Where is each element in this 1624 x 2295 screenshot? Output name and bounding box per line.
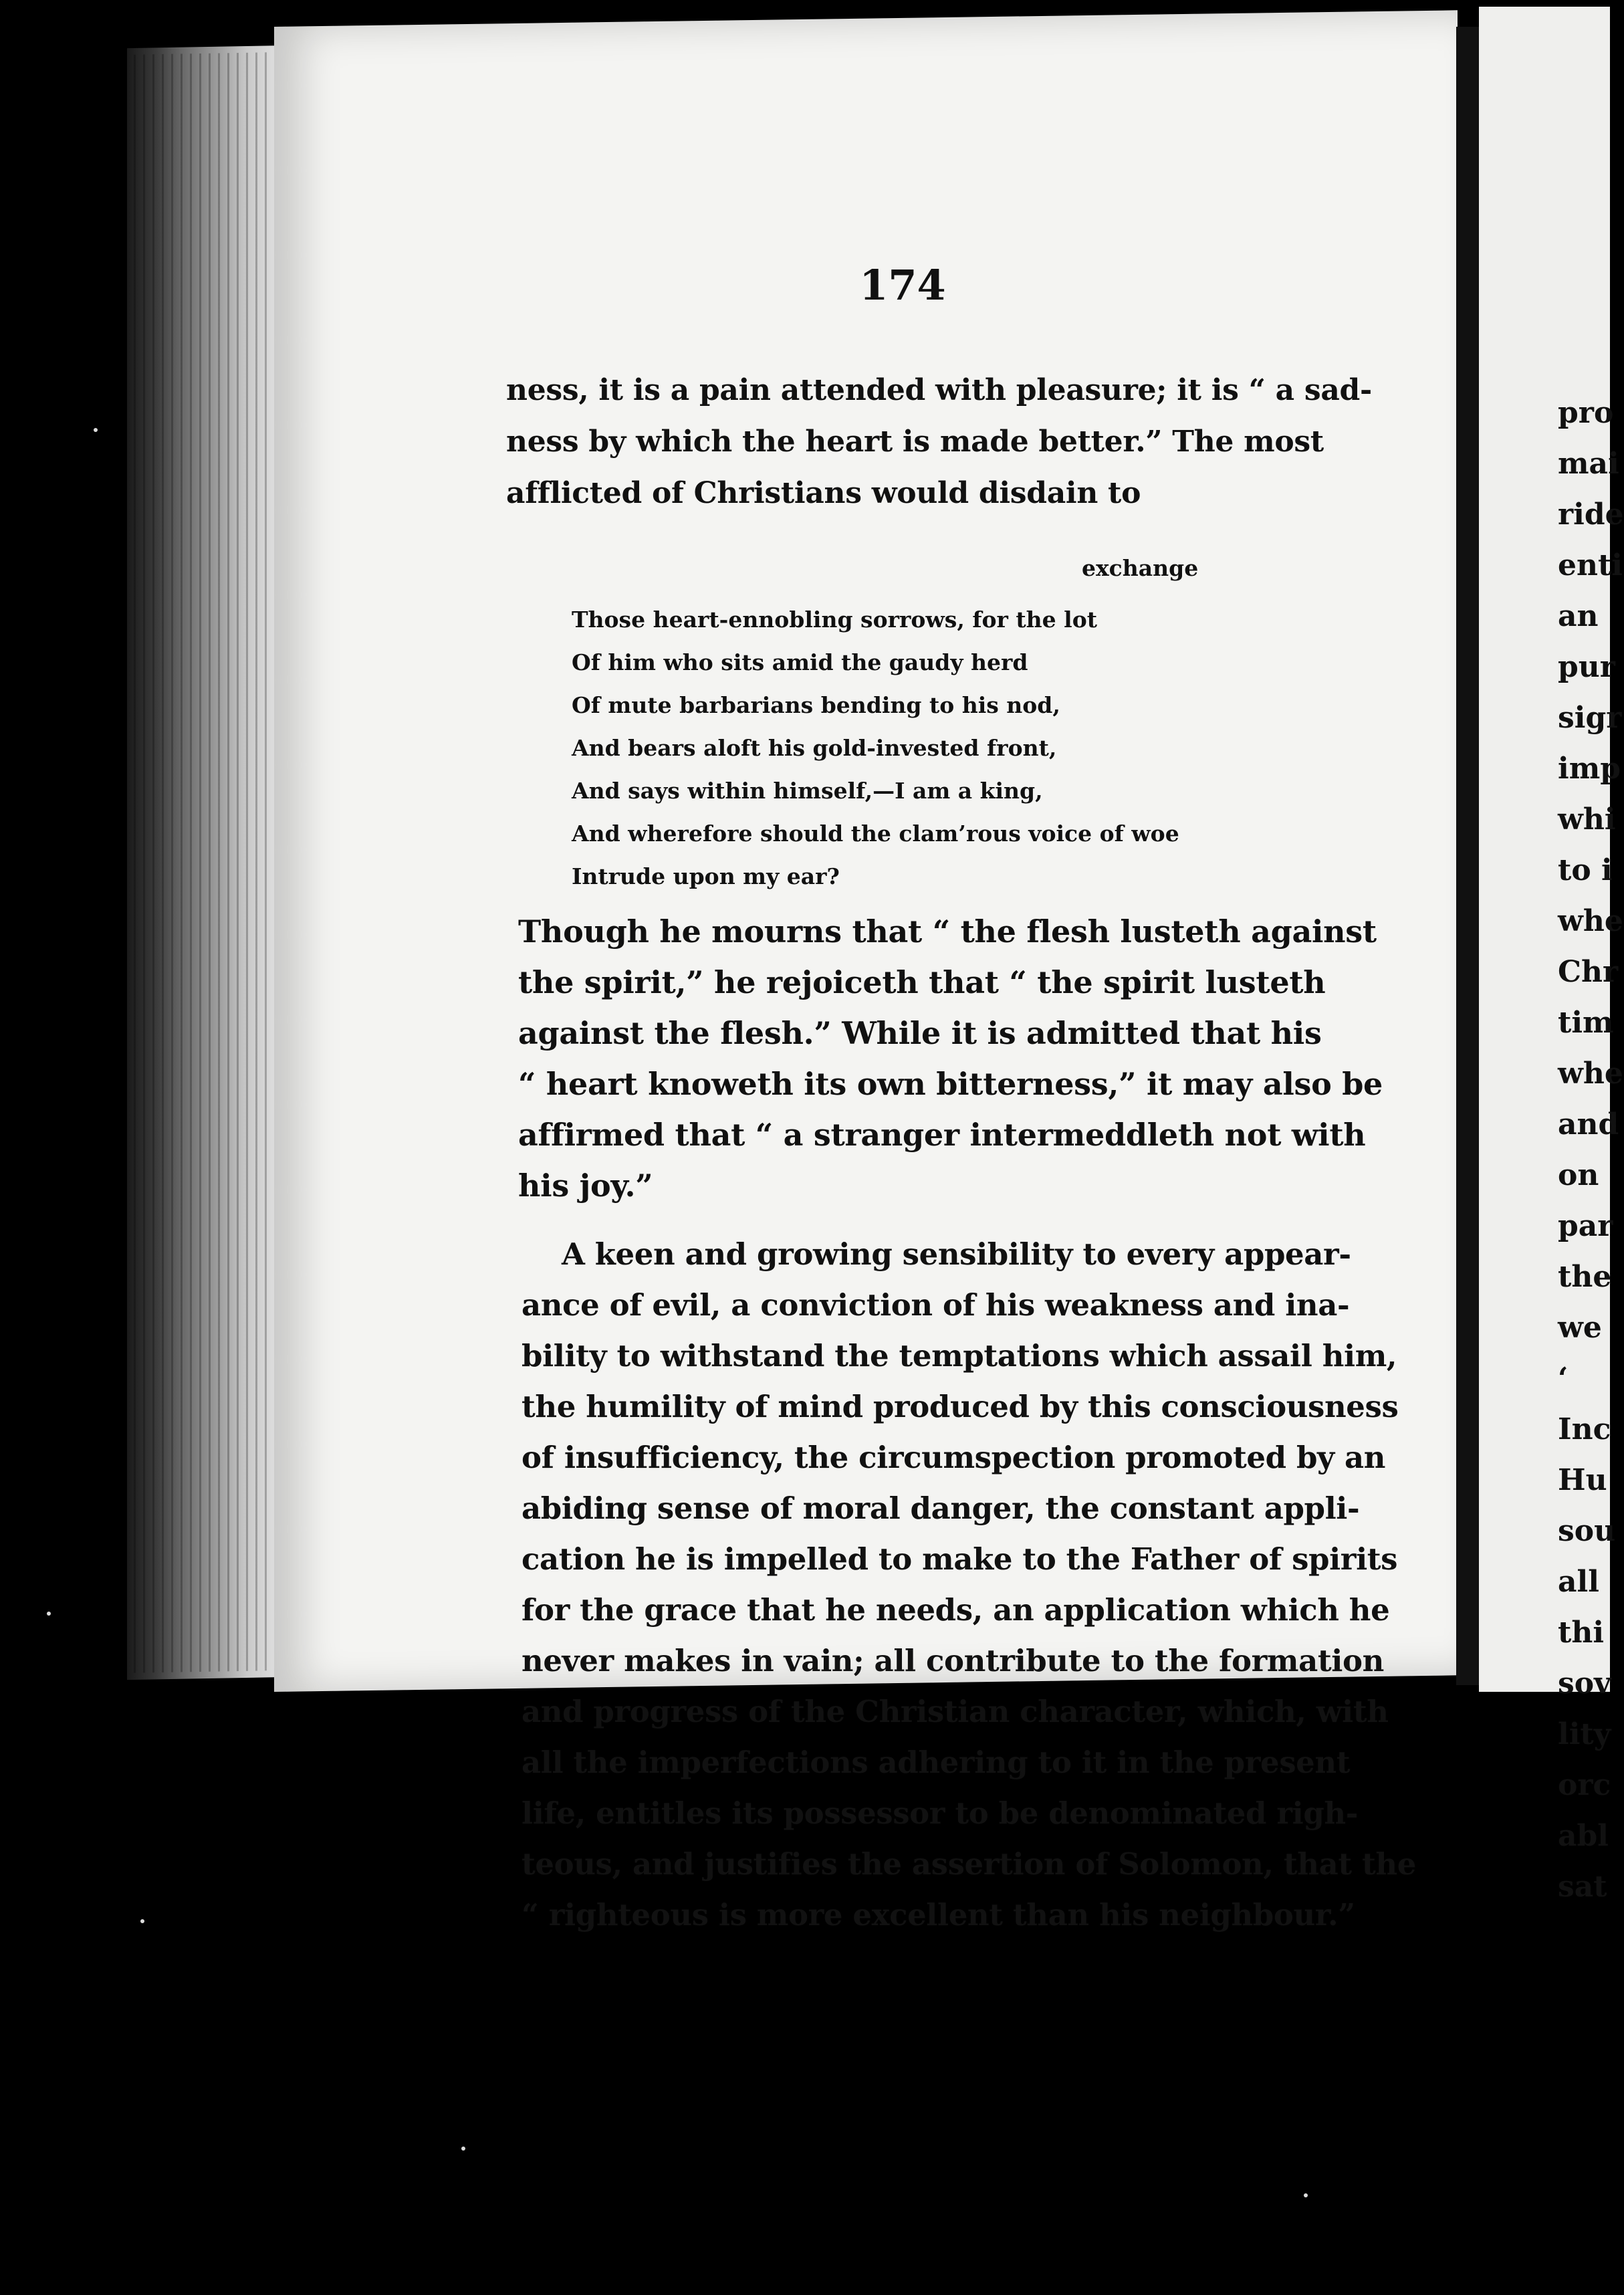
facing-fragment: sov: [1558, 1666, 1611, 1701]
text-line: teous, and justifies the assertion of Solomon, that the: [521, 1846, 1416, 1882]
poem-line: Intrude upon my ear?: [572, 863, 840, 889]
facing-fragment: lity: [1558, 1717, 1611, 1751]
poem-line: Of him who sits amid the gaudy herd: [572, 649, 1028, 675]
facing-fragment: enti: [1558, 548, 1623, 582]
facing-fragment: orc: [1558, 1768, 1611, 1802]
text-line: the spirit,” he rejoiceth that “ the spirit lusteth: [518, 964, 1326, 1000]
facing-fragment: an: [1558, 599, 1599, 633]
facing-fragment: on: [1558, 1158, 1599, 1192]
text-line: of insufficiency, the circumspection promoted by an: [521, 1440, 1386, 1475]
facing-fragment: sat: [1558, 1870, 1607, 1904]
poem-line: Of mute barbarians bending to his nod,: [572, 692, 1060, 718]
facing-fragment: par: [1558, 1209, 1613, 1243]
facing-fragment: imp: [1558, 752, 1621, 786]
poem-line: And bears aloft his gold-invested front,: [572, 735, 1057, 761]
facing-fragment: sigr: [1558, 701, 1622, 735]
text-line: and progress of the Christian character, which, with: [521, 1694, 1389, 1729]
paragraph-two: [518, 906, 1383, 1211]
text-line: against the flesh.” While it is admitted that his: [518, 1015, 1322, 1051]
text-line: afflicted of Christians would disdain to: [506, 476, 1141, 510]
poem-line: And says within himself,—I am a king,: [572, 778, 1043, 804]
text-line: affirmed that “ a stranger intermeddleth not with: [518, 1117, 1366, 1153]
text-line: for the grace that he needs, an application which he: [521, 1592, 1390, 1628]
facing-fragment: thi: [1558, 1616, 1605, 1650]
facing-fragment: ‘: [1558, 1361, 1569, 1396]
text-line: A keen and growing sensibility to every appear-: [562, 1236, 1351, 1272]
scan-speck: [47, 1612, 51, 1616]
facing-fragment: and: [1558, 1107, 1619, 1141]
text-line: ance of evil, a conviction of his weakness and ina-: [521, 1287, 1350, 1323]
text-line: all the imperfections adhering to it in the present: [521, 1745, 1351, 1780]
paragraph-three: [521, 1229, 1416, 1941]
facing-fragment: mai: [1558, 447, 1619, 481]
text-line: life, entitles its possessor to be denominated righ-: [521, 1795, 1359, 1831]
text-line: Though he mourns that “ the flesh lusteth against: [518, 913, 1377, 950]
poem-quotation: [572, 598, 1179, 898]
text-line: ness by which the heart is made better.” The most: [506, 425, 1324, 459]
text-line: “ righteous is more excellent than his neighbour.”: [521, 1897, 1355, 1933]
facing-fragment: Inc: [1558, 1412, 1611, 1446]
scan-speck: [140, 1919, 144, 1923]
text-line: cation he is impelled to make to the Father of spirits: [521, 1541, 1398, 1577]
facing-fragment: to i: [1558, 853, 1613, 887]
facing-fragment: tim: [1558, 1006, 1614, 1040]
facing-fragment: sou: [1558, 1514, 1616, 1548]
facing-fragment: the: [1558, 1260, 1612, 1294]
facing-fragment: Chr: [1558, 955, 1619, 989]
scan-speck: [1304, 2193, 1308, 2197]
poem-line: Those heart-ennobling sorrows, for the lot: [572, 607, 1097, 633]
facing-fragment: all: [1558, 1565, 1599, 1599]
facing-page-text: [1558, 388, 1624, 1913]
facing-fragment: whi: [1558, 802, 1616, 837]
text-line: abiding sense of moral danger, the constant appli-: [521, 1491, 1360, 1526]
facing-fragment: abl: [1558, 1819, 1609, 1853]
facing-fragment: pro: [1558, 396, 1614, 430]
facing-fragment: ride: [1558, 498, 1624, 532]
text-line: the humility of mind produced by this consciousness: [521, 1389, 1399, 1424]
text-line: bility to withstand the temptations which assail him,: [521, 1338, 1397, 1374]
page-divider: [1456, 27, 1479, 1685]
page-number: 174: [859, 261, 946, 310]
text-line: never makes in vain; all contribute to the formation: [521, 1643, 1384, 1678]
facing-fragment: whe: [1558, 1057, 1623, 1091]
text-line: his joy.”: [518, 1168, 653, 1204]
text-line: “ heart knoweth its own bitterness,” it may also be: [518, 1066, 1383, 1102]
facing-fragment: pur: [1558, 650, 1615, 684]
facing-fragment: Hu: [1558, 1463, 1607, 1497]
poem-line: And wherefore should the clam’rous voice of woe: [572, 821, 1179, 847]
facing-fragment: whe: [1558, 904, 1623, 938]
top-paragraph: [506, 364, 1372, 519]
page-edge-lines: [134, 52, 267, 1672]
poem-lead-word: exchange: [1082, 555, 1199, 581]
text-line: ness, it is a pain attended with pleasure; it is “ a sad-: [506, 373, 1372, 407]
facing-fragment: we: [1558, 1311, 1602, 1345]
scan-speck: [94, 428, 98, 432]
scan-speck: [461, 2147, 465, 2151]
